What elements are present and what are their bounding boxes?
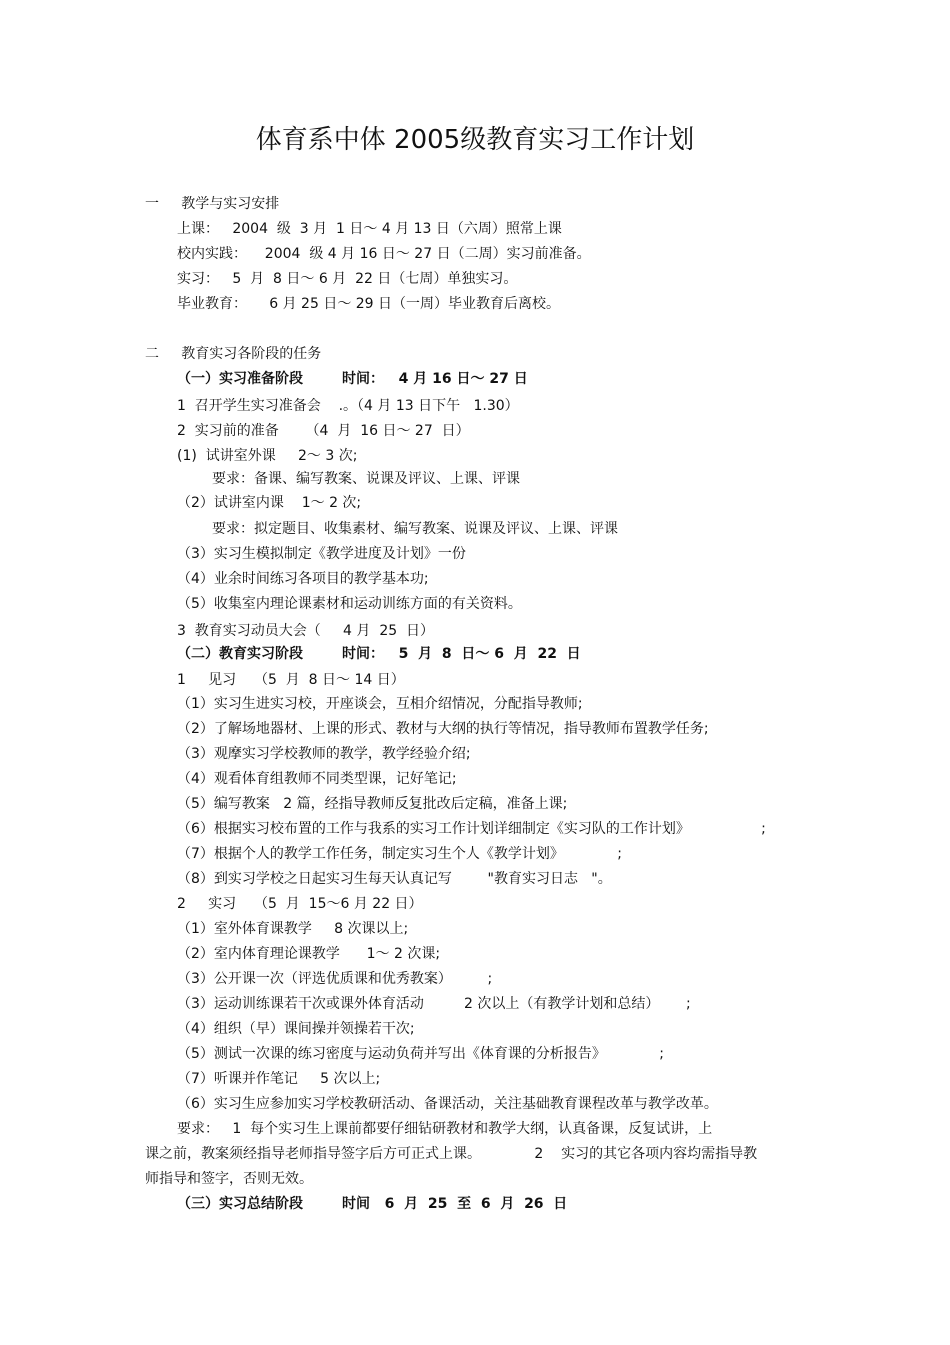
text-line: 上课： 2004 级 3 月 1 日～ 4 月 13 日（六周）照常上课 xyxy=(177,221,562,237)
text-line: 1 见习 （5 月 8 日～ 14 日） xyxy=(177,672,405,688)
text-line: （3）观摩实习学校教师的教学，教学经验介绍; xyxy=(177,746,471,762)
text-line: 一 教学与实习安排 xyxy=(145,196,280,212)
text-line: (1) 试讲室外课 2～ 3 次; xyxy=(177,448,358,464)
text-line: 课之前，教案须经指导老师指导签字后方可正式上课。 2 实习的其它各项内容均需指导教 xyxy=(145,1146,758,1162)
text-line: （1）室外体育课教学 8 次课以上; xyxy=(177,921,409,937)
text-line: （2）了解场地器材、上课的形式、教材与大纲的执行等情况，指导教师布置教学任务; xyxy=(177,721,709,737)
text-line: 2 实习 （5 月 15～6 月 22 日） xyxy=(177,896,423,912)
text-line: 校内实践： 2004 级 4 月 16 日～ 27 日（二周）实习前准备。 xyxy=(177,246,591,262)
text-line: （4）组织（早）课间操并领操若干次; xyxy=(177,1021,415,1037)
text-line: 毕业教育： 6 月 25 日～ 29 日（一周）毕业教育后离校。 xyxy=(177,296,561,312)
text-line: （3）实习生模拟制定《教学进度及计划》一份 xyxy=(177,546,466,562)
text-line: 师指导和签字，否则无效。 xyxy=(145,1171,313,1187)
text-line: （2）室内体育理论课教学 1～ 2 次课; xyxy=(177,946,441,962)
text-line: 要求：备课、编写教案、说课及评议、上课、评课 xyxy=(212,471,520,487)
text-line: （6）根据实习校布置的工作与我系的实习工作计划详细制定《实习队的工作计划》 ; xyxy=(177,821,766,837)
text-line: （6）实习生应参加实习学校教研活动、备课活动，关注基础教育课程改革与教学改革。 xyxy=(177,1096,718,1112)
text-line: （2）试讲室内课 1～ 2 次; xyxy=(177,495,362,511)
text-line: （三）实习总结阶段 时间 6 月 25 至 6 月 26 日 xyxy=(177,1196,568,1212)
text-line: （7）根据个人的教学工作任务，制定实习生个人《教学计划》 ; xyxy=(177,846,623,862)
text-line: 2 实习前的准备 （4 月 16 日～ 27 日） xyxy=(177,423,470,439)
text-line: （4）业余时间练习各项目的教学基本功; xyxy=(177,571,429,587)
text-line: 3 教育实习动员大会（ 4 月 25 日） xyxy=(177,623,435,639)
text-line: 二 教育实习各阶段的任务 xyxy=(145,346,322,362)
text-line: 要求：拟定题目、收集素材、编写教案、说课及评议、上课、评课 xyxy=(212,521,618,537)
text-line: （5）测试一次课的练习密度与运动负荷并写出《体育课的分析报告》 ; xyxy=(177,1046,665,1062)
text-line: （3）运动训练课若干次或课外体育活动 2 次以上（有教学计划和总结） ; xyxy=(177,996,691,1012)
text-line: （7）听课并作笔记 5 次以上; xyxy=(177,1071,381,1087)
text-line: （1）实习生进实习校，开座谈会，互相介绍情况，分配指导教师; xyxy=(177,696,583,712)
text-line: 1 召开学生实习准备会 .。（4 月 13 日下午 1.30） xyxy=(177,398,519,414)
text-line: 要求： 1 每个实习生上课前都要仔细钻研教材和教学大纲，认真备课，反复试讲，上 xyxy=(177,1121,713,1137)
text-line: （4）观看体育组教师不同类型课，记好笔记; xyxy=(177,771,457,787)
text-line: （3）公开课一次（评选优质课和优秀教案） ; xyxy=(177,971,493,987)
text-line: 实习： 5 月 8 日～ 6 月 22 日（七周）单独实习。 xyxy=(177,271,518,287)
text-line: （二）教育实习阶段 时间： 5 月 8 日～ 6 月 22 日 xyxy=(177,646,581,662)
text-line: （一）实习准备阶段 时间： 4 月 16 日～ 27 日 xyxy=(177,371,528,387)
document-title: 体育系中体 2005级教育实习工作计划 xyxy=(255,125,695,155)
text-line: （5）编写教案 2 篇，经指导教师反复批改后定稿，准备上课; xyxy=(177,796,568,812)
text-line: （8）到实习学校之日起实习生每天认真记写 "教育实习日志 "。 xyxy=(177,871,612,887)
text-line: （5）收集室内理论课素材和运动训练方面的有关资料。 xyxy=(177,596,522,612)
